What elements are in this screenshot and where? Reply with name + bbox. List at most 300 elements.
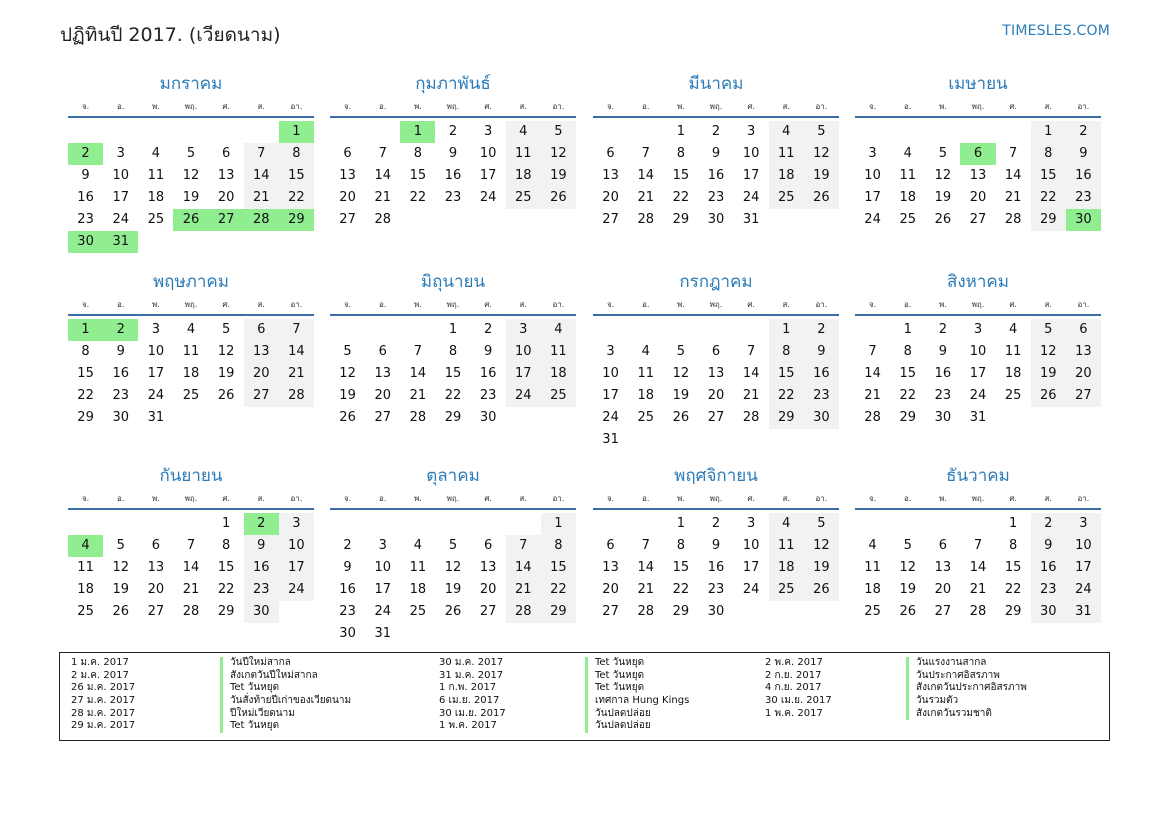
day-cell: 10 bbox=[742, 146, 760, 161]
day-empty bbox=[890, 121, 925, 143]
day-cell-weekend: 25 bbox=[541, 385, 576, 407]
day-cell-weekend: 15 bbox=[1031, 165, 1066, 187]
day-cell: 30 bbox=[707, 604, 725, 619]
day-cell-holiday: 2 bbox=[103, 319, 138, 341]
day-cell-weekend: 25 bbox=[506, 187, 541, 209]
day-cell: 18 bbox=[147, 190, 165, 205]
day-cell-weekend: 23 bbox=[1066, 187, 1101, 209]
weekday-label: ส. bbox=[257, 300, 265, 309]
day-cell-weekend: 7 bbox=[244, 143, 279, 165]
day-cell: 13 bbox=[339, 168, 356, 183]
weekday-label: ส. bbox=[1044, 494, 1052, 503]
legend-date: 1 พ.ค. 2017 bbox=[439, 720, 497, 732]
day-cell-weekend: 1 bbox=[769, 319, 804, 341]
weekday-label: ส. bbox=[782, 494, 790, 503]
day-cell: 7 bbox=[378, 146, 387, 161]
month-block bbox=[855, 464, 1101, 623]
day-cell: 9 bbox=[711, 538, 721, 553]
day-cell: 17 bbox=[112, 190, 129, 205]
day-cell-weekend: 19 bbox=[541, 165, 576, 187]
weekday-label: พ. bbox=[676, 102, 685, 111]
weekday-label: อา. bbox=[1077, 102, 1090, 111]
weekday-label: ศ. bbox=[747, 300, 755, 309]
legend-date-column bbox=[439, 657, 506, 733]
holiday-legend bbox=[59, 652, 1110, 741]
site-link[interactable]: TIMESLES.COM bbox=[1002, 23, 1110, 39]
day-cell: 30 bbox=[479, 410, 497, 425]
weekday-label: ส. bbox=[1044, 300, 1052, 309]
weekday-label: ศ. bbox=[484, 300, 492, 309]
day-cell: 29 bbox=[1004, 604, 1022, 619]
day-cell: 13 bbox=[707, 366, 725, 381]
day-cell-weekend: 19 bbox=[804, 557, 839, 579]
month-name: เมษายน bbox=[948, 74, 1008, 94]
legend-holiday-name: Tet วันหยุด bbox=[220, 682, 351, 695]
day-empty bbox=[855, 513, 890, 535]
day-cell: 23 bbox=[112, 388, 129, 403]
day-grid bbox=[855, 513, 1101, 623]
day-cell-weekend: 8 bbox=[279, 143, 314, 165]
day-cell-weekend: 13 bbox=[1066, 341, 1101, 363]
day-empty bbox=[628, 513, 663, 535]
weekday-header bbox=[68, 96, 314, 118]
weekday-label: จ. bbox=[81, 300, 90, 309]
day-cell-holiday: 26 bbox=[173, 209, 208, 231]
day-cell-holiday: 1 bbox=[400, 121, 435, 143]
month-block bbox=[330, 464, 576, 645]
day-empty bbox=[103, 513, 138, 535]
weekday-label: จ. bbox=[81, 494, 90, 503]
day-cell: 1 bbox=[448, 322, 458, 337]
day-cell: 31 bbox=[147, 410, 165, 425]
day-cell: 18 bbox=[637, 388, 654, 403]
legend-holiday-name: วันแรงงานสากล bbox=[906, 657, 1027, 670]
day-cell: 28 bbox=[409, 410, 427, 425]
day-cell: 24 bbox=[147, 388, 165, 403]
day-empty bbox=[400, 513, 435, 535]
legend-date: 30 ม.ค. 2017 bbox=[439, 657, 504, 668]
weekday-label: อา. bbox=[290, 300, 303, 309]
day-cell: 29 bbox=[444, 410, 462, 425]
day-empty bbox=[593, 513, 628, 535]
day-cell-weekend: 5 bbox=[1031, 319, 1066, 341]
weekday-label: พ. bbox=[413, 494, 422, 503]
weekday-header bbox=[68, 294, 314, 316]
day-grid bbox=[593, 121, 839, 231]
weekday-label: ส. bbox=[257, 494, 265, 503]
day-cell-weekend: 25 bbox=[769, 187, 804, 209]
day-cell: 24 bbox=[602, 410, 619, 425]
day-cell: 14 bbox=[637, 560, 654, 575]
weekday-label: ศ. bbox=[484, 494, 492, 503]
legend-holiday-name: วันรวมตัว bbox=[906, 695, 1027, 708]
weekday-label: พ. bbox=[676, 300, 685, 309]
day-cell: 18 bbox=[409, 582, 427, 597]
weekday-label: อา. bbox=[552, 102, 565, 111]
day-cell-weekend: 18 bbox=[541, 363, 576, 385]
month-block bbox=[68, 72, 314, 253]
day-cell: 4 bbox=[1008, 322, 1018, 337]
day-cell: 25 bbox=[182, 388, 200, 403]
day-cell: 13 bbox=[479, 560, 497, 575]
day-cell: 20 bbox=[969, 190, 987, 205]
day-cell: 25 bbox=[864, 604, 881, 619]
day-cell: 9 bbox=[343, 560, 352, 575]
legend-date: 1 ก.พ. 2017 bbox=[439, 682, 497, 694]
weekday-label: อ. bbox=[379, 494, 387, 503]
day-cell-weekend: 19 bbox=[1031, 363, 1066, 385]
weekday-label: พ. bbox=[151, 494, 160, 503]
legend-date: 2 พ.ค. 2017 bbox=[765, 657, 823, 668]
day-cell: 16 bbox=[339, 582, 356, 597]
day-cell: 20 bbox=[602, 582, 619, 597]
day-cell: 27 bbox=[339, 212, 356, 227]
day-cell: 9 bbox=[448, 146, 458, 161]
day-cell: 9 bbox=[483, 344, 493, 359]
day-cell-weekend: 16 bbox=[244, 557, 279, 579]
legend-date: 31 ม.ค. 2017 bbox=[439, 669, 504, 681]
day-cell: 9 bbox=[938, 344, 947, 359]
day-cell-weekend: 8 bbox=[1031, 143, 1066, 165]
weekday-label: ศ. bbox=[222, 102, 230, 111]
day-cell: 27 bbox=[934, 604, 952, 619]
day-cell: 13 bbox=[217, 168, 235, 183]
month-block bbox=[593, 72, 839, 231]
day-cell-weekend: 15 bbox=[279, 165, 314, 187]
day-empty bbox=[365, 513, 400, 535]
day-cell-weekend: 5 bbox=[804, 121, 839, 143]
day-empty bbox=[593, 121, 628, 143]
day-cell-weekend: 4 bbox=[541, 319, 576, 341]
day-cell-weekend: 17 bbox=[1066, 557, 1101, 579]
weekday-label: พฤ. bbox=[971, 494, 985, 503]
weekday-label: จ. bbox=[343, 494, 352, 503]
day-cell: 29 bbox=[672, 604, 690, 619]
day-cell: 6 bbox=[606, 538, 615, 553]
legend-date: 2 ก.ย. 2017 bbox=[765, 669, 822, 681]
weekday-label: พ. bbox=[151, 300, 160, 309]
day-cell: 6 bbox=[483, 538, 493, 553]
weekday-label: ศ. bbox=[1009, 300, 1017, 309]
day-cell: 11 bbox=[182, 344, 200, 359]
day-cell-weekend: 19 bbox=[804, 165, 839, 187]
day-cell: 12 bbox=[672, 366, 690, 381]
page-title: ปฏิทินปี 2017. (เวียดนาม) bbox=[60, 24, 281, 46]
legend-date: 26 ม.ค. 2017 bbox=[71, 682, 136, 694]
day-cell: 28 bbox=[374, 212, 391, 227]
weekday-label: พฤ. bbox=[446, 494, 460, 503]
day-grid bbox=[855, 121, 1101, 231]
weekday-header bbox=[593, 294, 839, 316]
day-cell: 31 bbox=[374, 626, 391, 641]
day-empty bbox=[400, 319, 435, 341]
day-cell: 16 bbox=[707, 168, 725, 183]
legend-date: 30 เม.ย. 2017 bbox=[439, 707, 506, 719]
day-grid bbox=[855, 319, 1101, 429]
weekday-label: อา. bbox=[815, 494, 828, 503]
weekday-label: อา. bbox=[815, 300, 828, 309]
day-cell: 5 bbox=[448, 538, 458, 553]
day-cell: 2 bbox=[938, 322, 947, 337]
day-cell-weekend: 20 bbox=[244, 363, 279, 385]
day-cell: 3 bbox=[746, 516, 756, 531]
day-cell-weekend: 27 bbox=[1066, 385, 1101, 407]
day-cell: 17 bbox=[969, 366, 987, 381]
weekday-label: อ. bbox=[379, 102, 387, 111]
day-grid bbox=[593, 513, 839, 623]
day-grid bbox=[330, 319, 576, 429]
day-cell: 11 bbox=[147, 168, 165, 183]
day-cell: 11 bbox=[409, 560, 427, 575]
day-cell-holiday: 1 bbox=[279, 121, 314, 143]
month-block bbox=[855, 270, 1101, 429]
day-cell-weekend: 9 bbox=[1066, 143, 1101, 165]
day-cell-weekend: 22 bbox=[279, 187, 314, 209]
day-cell: 12 bbox=[112, 560, 129, 575]
day-cell: 10 bbox=[112, 168, 129, 183]
day-cell: 16 bbox=[934, 366, 952, 381]
day-cell: 8 bbox=[903, 344, 912, 359]
day-cell: 3 bbox=[973, 322, 983, 337]
day-cell-weekend: 23 bbox=[244, 579, 279, 601]
day-cell: 6 bbox=[343, 146, 352, 161]
day-cell-weekend: 6 bbox=[1066, 319, 1101, 341]
day-cell-weekend: 4 bbox=[769, 121, 804, 143]
legend-holiday-name: สังเกตวันประกาศอิสรภาพ bbox=[906, 682, 1027, 695]
day-cell: 12 bbox=[217, 344, 235, 359]
month-name: กันยายน bbox=[159, 466, 223, 486]
month-block bbox=[330, 270, 576, 429]
day-empty bbox=[628, 121, 663, 143]
day-cell: 2 bbox=[711, 124, 721, 139]
day-cell: 1 bbox=[676, 516, 685, 531]
day-cell: 20 bbox=[707, 388, 725, 403]
day-cell: 20 bbox=[374, 388, 391, 403]
day-empty bbox=[244, 121, 279, 143]
weekday-label: พ. bbox=[413, 102, 422, 111]
day-cell: 22 bbox=[899, 388, 916, 403]
day-cell: 12 bbox=[934, 168, 952, 183]
day-cell: 3 bbox=[483, 124, 493, 139]
day-empty bbox=[890, 513, 925, 535]
day-cell: 5 bbox=[343, 344, 352, 359]
legend-date: 29 ม.ค. 2017 bbox=[71, 720, 136, 732]
day-cell: 29 bbox=[77, 410, 94, 425]
day-empty bbox=[506, 513, 541, 535]
day-empty bbox=[330, 121, 365, 143]
legend-holiday-name: วันสั่งท้ายปีเก่าของเวียดนาม bbox=[220, 695, 351, 708]
day-cell: 21 bbox=[409, 388, 427, 403]
weekday-header bbox=[593, 96, 839, 118]
legend-holiday-name: สังเกตวันรวมชาติ bbox=[906, 708, 1027, 721]
month-name: สิงหาคม bbox=[946, 272, 1009, 292]
day-cell: 4 bbox=[641, 344, 650, 359]
weekday-label: ส. bbox=[257, 102, 265, 111]
weekday-label: อ. bbox=[642, 102, 650, 111]
day-cell-weekend: 29 bbox=[769, 407, 804, 429]
day-cell: 1 bbox=[903, 322, 912, 337]
day-cell: 20 bbox=[479, 582, 497, 597]
day-empty bbox=[330, 319, 365, 341]
day-cell: 6 bbox=[606, 146, 615, 161]
day-cell-weekend: 14 bbox=[244, 165, 279, 187]
day-cell-weekend: 3 bbox=[506, 319, 541, 341]
day-cell: 30 bbox=[934, 410, 952, 425]
day-cell: 25 bbox=[409, 604, 427, 619]
weekday-label: ส. bbox=[519, 494, 527, 503]
day-cell-weekend: 18 bbox=[506, 165, 541, 187]
day-cell: 19 bbox=[217, 366, 235, 381]
day-cell: 15 bbox=[672, 168, 690, 183]
day-cell-weekend: 21 bbox=[279, 363, 314, 385]
day-cell: 4 bbox=[903, 146, 912, 161]
day-cell: 13 bbox=[602, 560, 619, 575]
day-cell-weekend: 26 bbox=[804, 187, 839, 209]
day-cell-weekend: 2 bbox=[1031, 513, 1066, 535]
day-cell: 13 bbox=[934, 560, 952, 575]
day-empty bbox=[173, 121, 208, 143]
weekday-label: พฤ. bbox=[446, 102, 460, 111]
day-cell-weekend: 28 bbox=[506, 601, 541, 623]
day-cell-weekend: 11 bbox=[769, 535, 804, 557]
day-cell-holiday: 27 bbox=[209, 209, 244, 231]
day-cell: 3 bbox=[606, 344, 615, 359]
day-cell: 3 bbox=[151, 322, 160, 337]
legend-holiday-name: วันปลดปล่อย bbox=[585, 708, 689, 721]
day-cell-weekend: 18 bbox=[769, 557, 804, 579]
day-cell: 27 bbox=[602, 604, 619, 619]
day-cell: 20 bbox=[934, 582, 952, 597]
weekday-label: ศ. bbox=[747, 494, 755, 503]
legend-date: 2 ม.ค. 2017 bbox=[71, 669, 129, 681]
day-cell: 26 bbox=[672, 410, 690, 425]
day-cell: 7 bbox=[746, 344, 756, 359]
day-cell: 16 bbox=[707, 560, 725, 575]
day-empty bbox=[103, 121, 138, 143]
day-grid bbox=[330, 513, 576, 645]
day-cell: 4 bbox=[868, 538, 877, 553]
legend-holiday-name: สังเกตวันปีใหม่สากล bbox=[220, 670, 351, 683]
day-cell: 21 bbox=[637, 190, 654, 205]
day-cell: 17 bbox=[479, 168, 497, 183]
day-cell: 19 bbox=[899, 582, 916, 597]
day-cell: 21 bbox=[182, 582, 200, 597]
weekday-label: ศ. bbox=[222, 300, 230, 309]
day-cell-weekend: 4 bbox=[769, 513, 804, 535]
day-cell: 6 bbox=[938, 538, 947, 553]
month-name: มีนาคม bbox=[688, 74, 744, 94]
day-grid bbox=[68, 513, 314, 623]
day-cell: 27 bbox=[969, 212, 987, 227]
month-block bbox=[68, 464, 314, 623]
day-cell: 6 bbox=[151, 538, 160, 553]
day-cell: 28 bbox=[969, 604, 987, 619]
weekday-label: พฤ. bbox=[709, 102, 723, 111]
day-cell-weekend: 15 bbox=[769, 363, 804, 385]
day-cell: 14 bbox=[637, 168, 654, 183]
day-cell-weekend: 16 bbox=[1031, 557, 1066, 579]
weekday-label: จ. bbox=[343, 102, 352, 111]
day-cell: 5 bbox=[186, 146, 196, 161]
day-cell: 26 bbox=[899, 604, 916, 619]
day-cell: 4 bbox=[413, 538, 422, 553]
legend-holiday-name: วันปีใหม่สากล bbox=[220, 657, 351, 670]
day-cell-weekend: 23 bbox=[804, 385, 839, 407]
day-cell: 12 bbox=[444, 560, 462, 575]
weekday-label: ศ. bbox=[1009, 494, 1017, 503]
day-cell-weekend: 11 bbox=[769, 143, 804, 165]
legend-name-column bbox=[220, 657, 351, 733]
day-cell: 24 bbox=[374, 604, 391, 619]
day-cell: 2 bbox=[448, 124, 458, 139]
day-cell-weekend: 9 bbox=[1031, 535, 1066, 557]
day-empty bbox=[365, 121, 400, 143]
day-cell: 23 bbox=[707, 582, 725, 597]
day-cell-weekend: 9 bbox=[244, 535, 279, 557]
day-cell: 18 bbox=[77, 582, 94, 597]
weekday-label: อา. bbox=[1077, 494, 1090, 503]
weekday-label: จ. bbox=[343, 300, 352, 309]
day-empty bbox=[209, 121, 244, 143]
legend-holiday-name: Tet วันหยุด bbox=[585, 682, 689, 695]
day-cell: 19 bbox=[444, 582, 462, 597]
weekday-header bbox=[330, 96, 576, 118]
day-cell-weekend: 12 bbox=[1031, 341, 1066, 363]
day-cell-weekend: 30 bbox=[804, 407, 839, 429]
day-cell: 5 bbox=[221, 322, 231, 337]
weekday-header bbox=[855, 488, 1101, 510]
day-cell-holiday: 30 bbox=[1066, 209, 1101, 231]
day-cell: 5 bbox=[903, 538, 912, 553]
day-cell: 2 bbox=[483, 322, 493, 337]
day-empty bbox=[138, 121, 173, 143]
weekday-label: พ. bbox=[151, 102, 160, 111]
day-cell: 10 bbox=[969, 344, 987, 359]
day-cell: 5 bbox=[676, 344, 685, 359]
day-cell: 7 bbox=[973, 538, 983, 553]
day-cell-weekend: 2 bbox=[1066, 121, 1101, 143]
day-cell: 17 bbox=[602, 388, 619, 403]
day-cell-holiday: 2 bbox=[244, 513, 279, 535]
day-cell: 14 bbox=[374, 168, 391, 183]
day-cell: 11 bbox=[637, 366, 654, 381]
weekday-label: พ. bbox=[938, 300, 947, 309]
day-cell: 17 bbox=[742, 168, 760, 183]
day-grid bbox=[68, 121, 314, 253]
day-cell: 15 bbox=[672, 560, 690, 575]
day-cell: 16 bbox=[479, 366, 497, 381]
day-cell-holiday: 30 bbox=[68, 231, 103, 253]
day-cell: 15 bbox=[217, 560, 235, 575]
day-cell: 11 bbox=[77, 560, 94, 575]
day-cell: 11 bbox=[1004, 344, 1022, 359]
day-empty bbox=[960, 513, 995, 535]
day-cell: 5 bbox=[116, 538, 125, 553]
month-name: กรกฎาคม bbox=[679, 272, 753, 292]
day-cell: 18 bbox=[899, 190, 916, 205]
legend-holiday-name: วันประกาศอิสรภาพ bbox=[906, 670, 1027, 683]
weekday-label: อ. bbox=[904, 494, 912, 503]
legend-date: 28 ม.ค. 2017 bbox=[71, 707, 136, 719]
day-cell: 7 bbox=[413, 344, 422, 359]
day-cell-weekend: 23 bbox=[1031, 579, 1066, 601]
day-empty bbox=[855, 121, 890, 143]
weekday-label: พฤ. bbox=[709, 494, 723, 503]
day-cell: 29 bbox=[672, 212, 690, 227]
day-cell: 17 bbox=[374, 582, 391, 597]
legend-date-column bbox=[71, 657, 135, 733]
day-cell: 19 bbox=[934, 190, 952, 205]
